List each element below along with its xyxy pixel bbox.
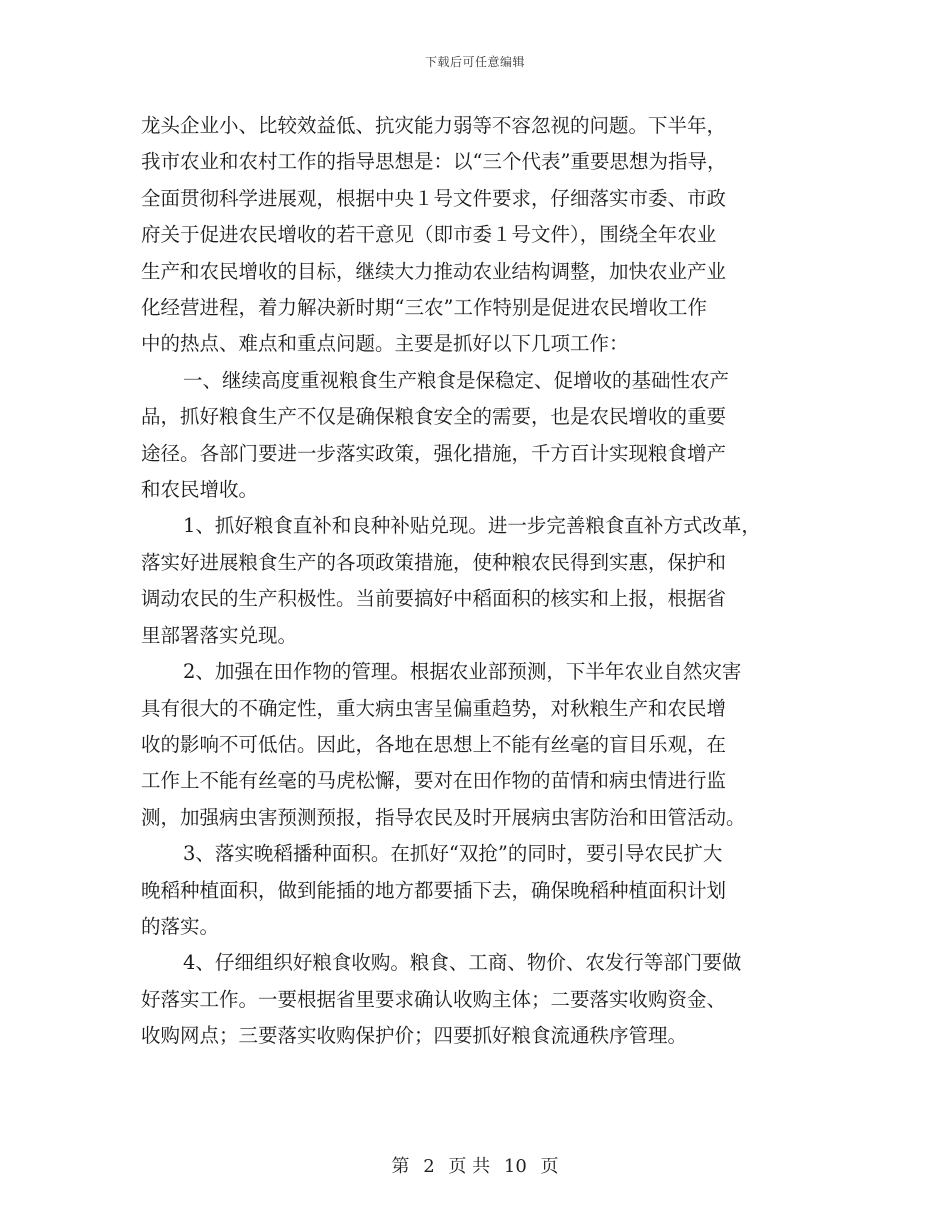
text-line: 落实好进展粮食生产的各项政策措施，使种粮农民得到实惠，保护和 [141,550,727,574]
text-line: 收购网点；三要落实收购保护价；四要抓好粮食流通秩序管理。 [141,1024,688,1048]
text-line: 全面贯彻科学进展观，根据中央１号文件要求，仔细落实市委、市政 [141,186,727,210]
text-line: 品，抓好粮食生产不仅是确保粮食安全的需要，也是农民增收的重要 [141,405,727,429]
footer-page-number: 2 [423,1156,435,1177]
paragraph-first-line: 4、仔细组织好粮食收购。粮食、工商、物价、农发行等部门要做 [183,951,742,975]
text-line: 工作上不能有丝毫的马虎松懈，要对在田作物的苗情和病虫情进行监 [141,769,727,793]
text-line: 生产和农民增收的目标，继续大力推动农业结构调整，加快农业产业 [141,259,727,283]
text-line: 府关于促进农民增收的若干意见（即市委１号文件），围绕全年农业 [141,223,717,247]
text-line: 我市农业和农村工作的指导思想是：以“三个代表”重要思想为指导， [141,150,727,174]
paragraph-first-line: 一、继续高度重视粮食生产粮食是保稳定、促增收的基础性农产 [183,368,730,392]
page-header: 下载后可任意编辑 [424,55,525,69]
footer-middle: 页 共 [448,1156,491,1177]
text-line: 和农民增收。 [141,478,259,502]
text-line: 具有很大的不确定性，重大病虫害呈偏重趋势，对秋粮生产和农民增 [141,696,727,720]
paragraph-first-line: 1、抓好粮食直补和良种补贴兑现。进一步完善粮食直补方式改革， [183,514,761,538]
text-line: 测，加强病虫害预测预报，指导农民及时开展病虫害防治和田管活动。 [141,805,746,829]
page-footer [0,1152,950,1178]
text-line: 的落实。 [141,914,220,938]
document-body [141,108,821,1055]
footer-prefix: 第 [391,1156,410,1177]
footer-suffix: 页 [540,1156,559,1177]
text-line: 途径。各部门要进一步落实政策，强化措施，千方百计实现粮食增产 [141,441,727,465]
paragraph-first-line: 3、落实晚稻播种面积。在抓好“双抢”的同时，要引导农民扩大 [183,842,723,866]
text-line: 好落实工作。一要根据省里要求确认收购主体；二要落实收购资金、 [141,987,727,1011]
text-line: 化经营进程，着力解决新时期“三农”工作特别是促进农民增收工作 [141,296,707,320]
text-line: 龙头企业小、比较效益低、抗灾能力弱等不容忽视的问题。下半年， [141,114,727,137]
text-line: 调动农民的生产积极性。当前要搞好中稻面积的核实和上报，根据省 [141,587,727,611]
text-line: 收的影响不可低估。因此，各地在思想上不能有丝毫的盲目乐观，在 [141,732,727,756]
text-line: 晚稻种植面积，做到能插的地方都要插下去，确保晚稻种植面积计划 [141,878,727,902]
text-line: 中的热点、难点和重点问题。主要是抓好以下几项工作： [141,332,629,356]
text-line: 里部署落实兑现。 [141,623,298,647]
footer-total-pages: 10 [503,1156,527,1177]
paragraph-first-line: 2、加强在田作物的管理。根据农业部预测，下半年农业自然灾害 [183,660,742,684]
